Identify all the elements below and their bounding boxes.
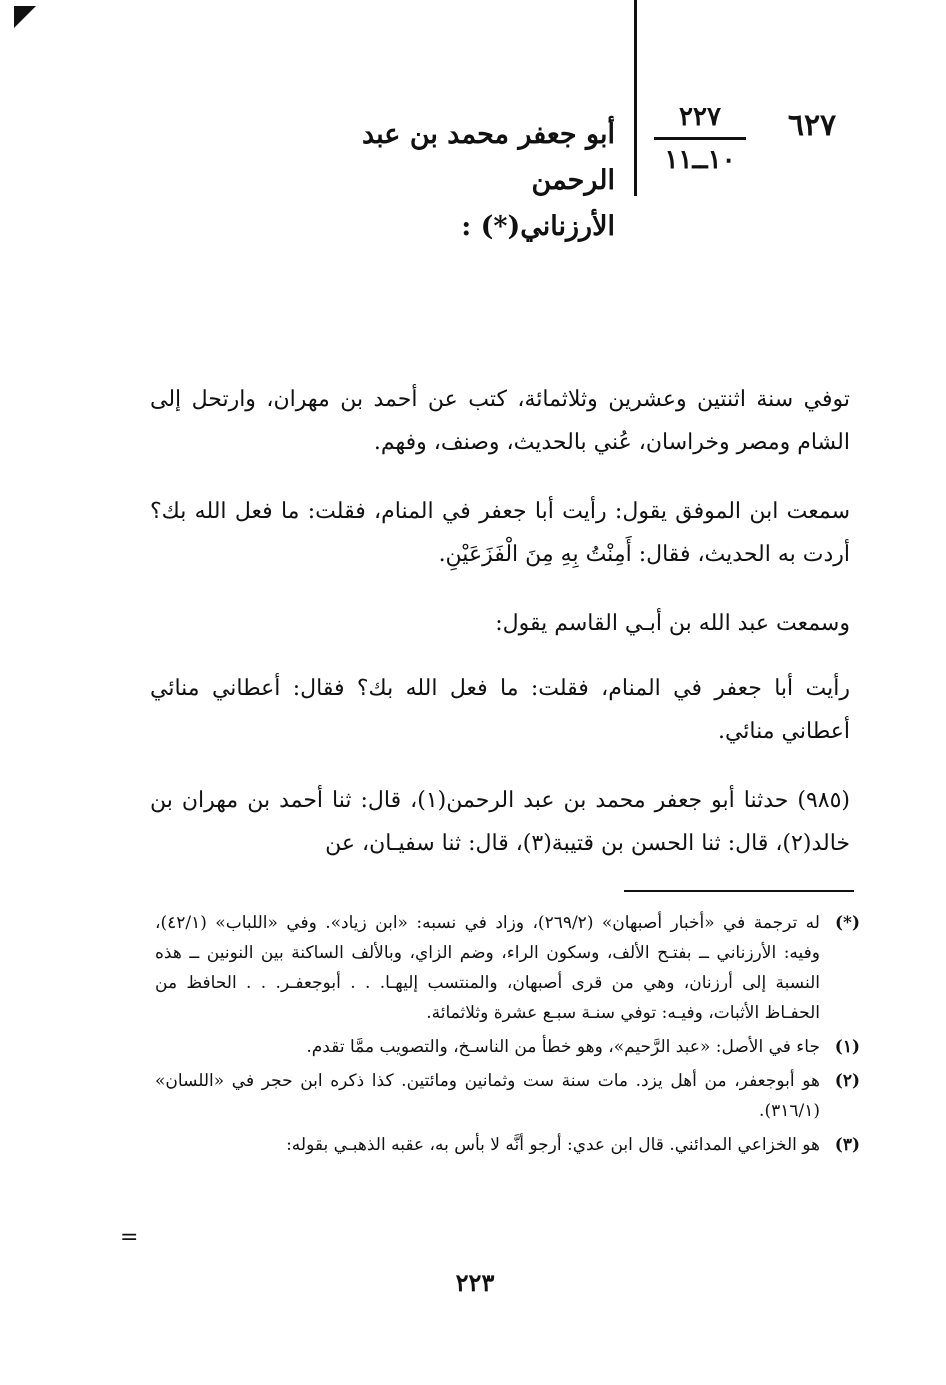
reference-fraction: [650, 100, 750, 177]
paragraph-3: وسمعت عبد الله بن أبـي القاسم يقول:: [495, 611, 850, 636]
footnote: [155, 1130, 860, 1160]
footnote: [155, 1066, 860, 1126]
footnote-text: هو الخزاعي المدائني. قال ابن عدي: أرجو أنَّه لا بأس به، عقبه الذهبـي بقوله:: [286, 1135, 820, 1155]
title-line-1: أبو جعفر محمد بن عبد الرحمن: [361, 119, 615, 196]
entry-title: [270, 112, 615, 250]
footnote-text: له ترجمة في «أخبار أصبهان» (٢٦٩/٢)، وزاد في نسبه: «ابن زياد». وفي «اللباب» (٤٢/١)، وفيه: الأرزناني ــ بفتـح الألف، وسكون الراء، وضم الزاي، وبالألف الساكنة بين النونين ــ هذه النسبة إلى أرزنان، وهي من قرى أصبهان، والمنتسب إليهـا. . . أبوجعفـر. . . الحافظ من الحفـاظ الأثبات، وفيـه: توفي سنـة سبـع عشرة وثلاثمائة.: [155, 913, 820, 1023]
footnote: [155, 1032, 860, 1062]
title-line-2: الأرزناني(*) :: [461, 211, 615, 242]
page-number: ٢٢٣: [455, 1268, 495, 1297]
header-vertical-rule: [634, 0, 637, 196]
footnote-text: هو أبوجعفر، من أهل يزد. مات سنة ست وثمانين ومائتين. كذا ذكره ابن حجر في «اللسان» (٣١٦/١).: [155, 1071, 820, 1121]
paragraph-2: سمعت ابن الموفق يقول: رأيت أبا جعفر في المنام، فقلت: ما فعل الله بك؟ أردت به الحديث، فقال: أَمِنْتُ بِهِ مِنَ الْفَزَعَيْنِ.: [150, 499, 850, 567]
fraction-bar: [654, 137, 746, 140]
footnote-mark: (*): [835, 913, 860, 933]
footnote-mark: (١): [834, 1037, 860, 1057]
continuation-mark: =: [120, 1225, 139, 1250]
footnote-mark: (٣): [834, 1135, 860, 1155]
corner-mark: [14, 6, 36, 28]
paragraph-1: توفي سنة اثنتين وعشرين وثلاثمائة، كتب عن أحمد بن مهران، وارتحل إلى الشام ومصر وخراسان، عُني بالحديث، وصنف، وفهم.: [150, 387, 850, 455]
entry-number: ٦٢٧: [787, 108, 837, 143]
main-text: [150, 378, 850, 891]
footnotes: [155, 908, 860, 1164]
footnote-separator: [624, 890, 854, 892]
paragraph-4: رأيت أبا جعفر في المنام، فقلت: ما فعل الله بك؟ فقال: أعطاني منائي أعطاني منائي.: [150, 676, 850, 744]
reference-numerator: ٢٢٧: [679, 102, 721, 132]
footnote: [155, 908, 860, 1028]
reference-denominator: ١٠ــ١١: [664, 145, 736, 175]
paragraph-5: (٩٨٥) حدثنا أبو جعفر محمد بن عبد الرحمن(١)، قال: ثنا أحمد بن مهران بن خالد(٢)، قال: ثنا الحسن بن قتيبة(٣)، قال: ثنا سفيـان، عن: [150, 788, 850, 856]
footnote-mark: (٢): [834, 1071, 860, 1091]
footnote-text: جاء في الأصل: «عبد الرَّحيم»، وهو خطأ من الناسـخ، والتصويب ممَّا تقدم.: [306, 1037, 820, 1057]
